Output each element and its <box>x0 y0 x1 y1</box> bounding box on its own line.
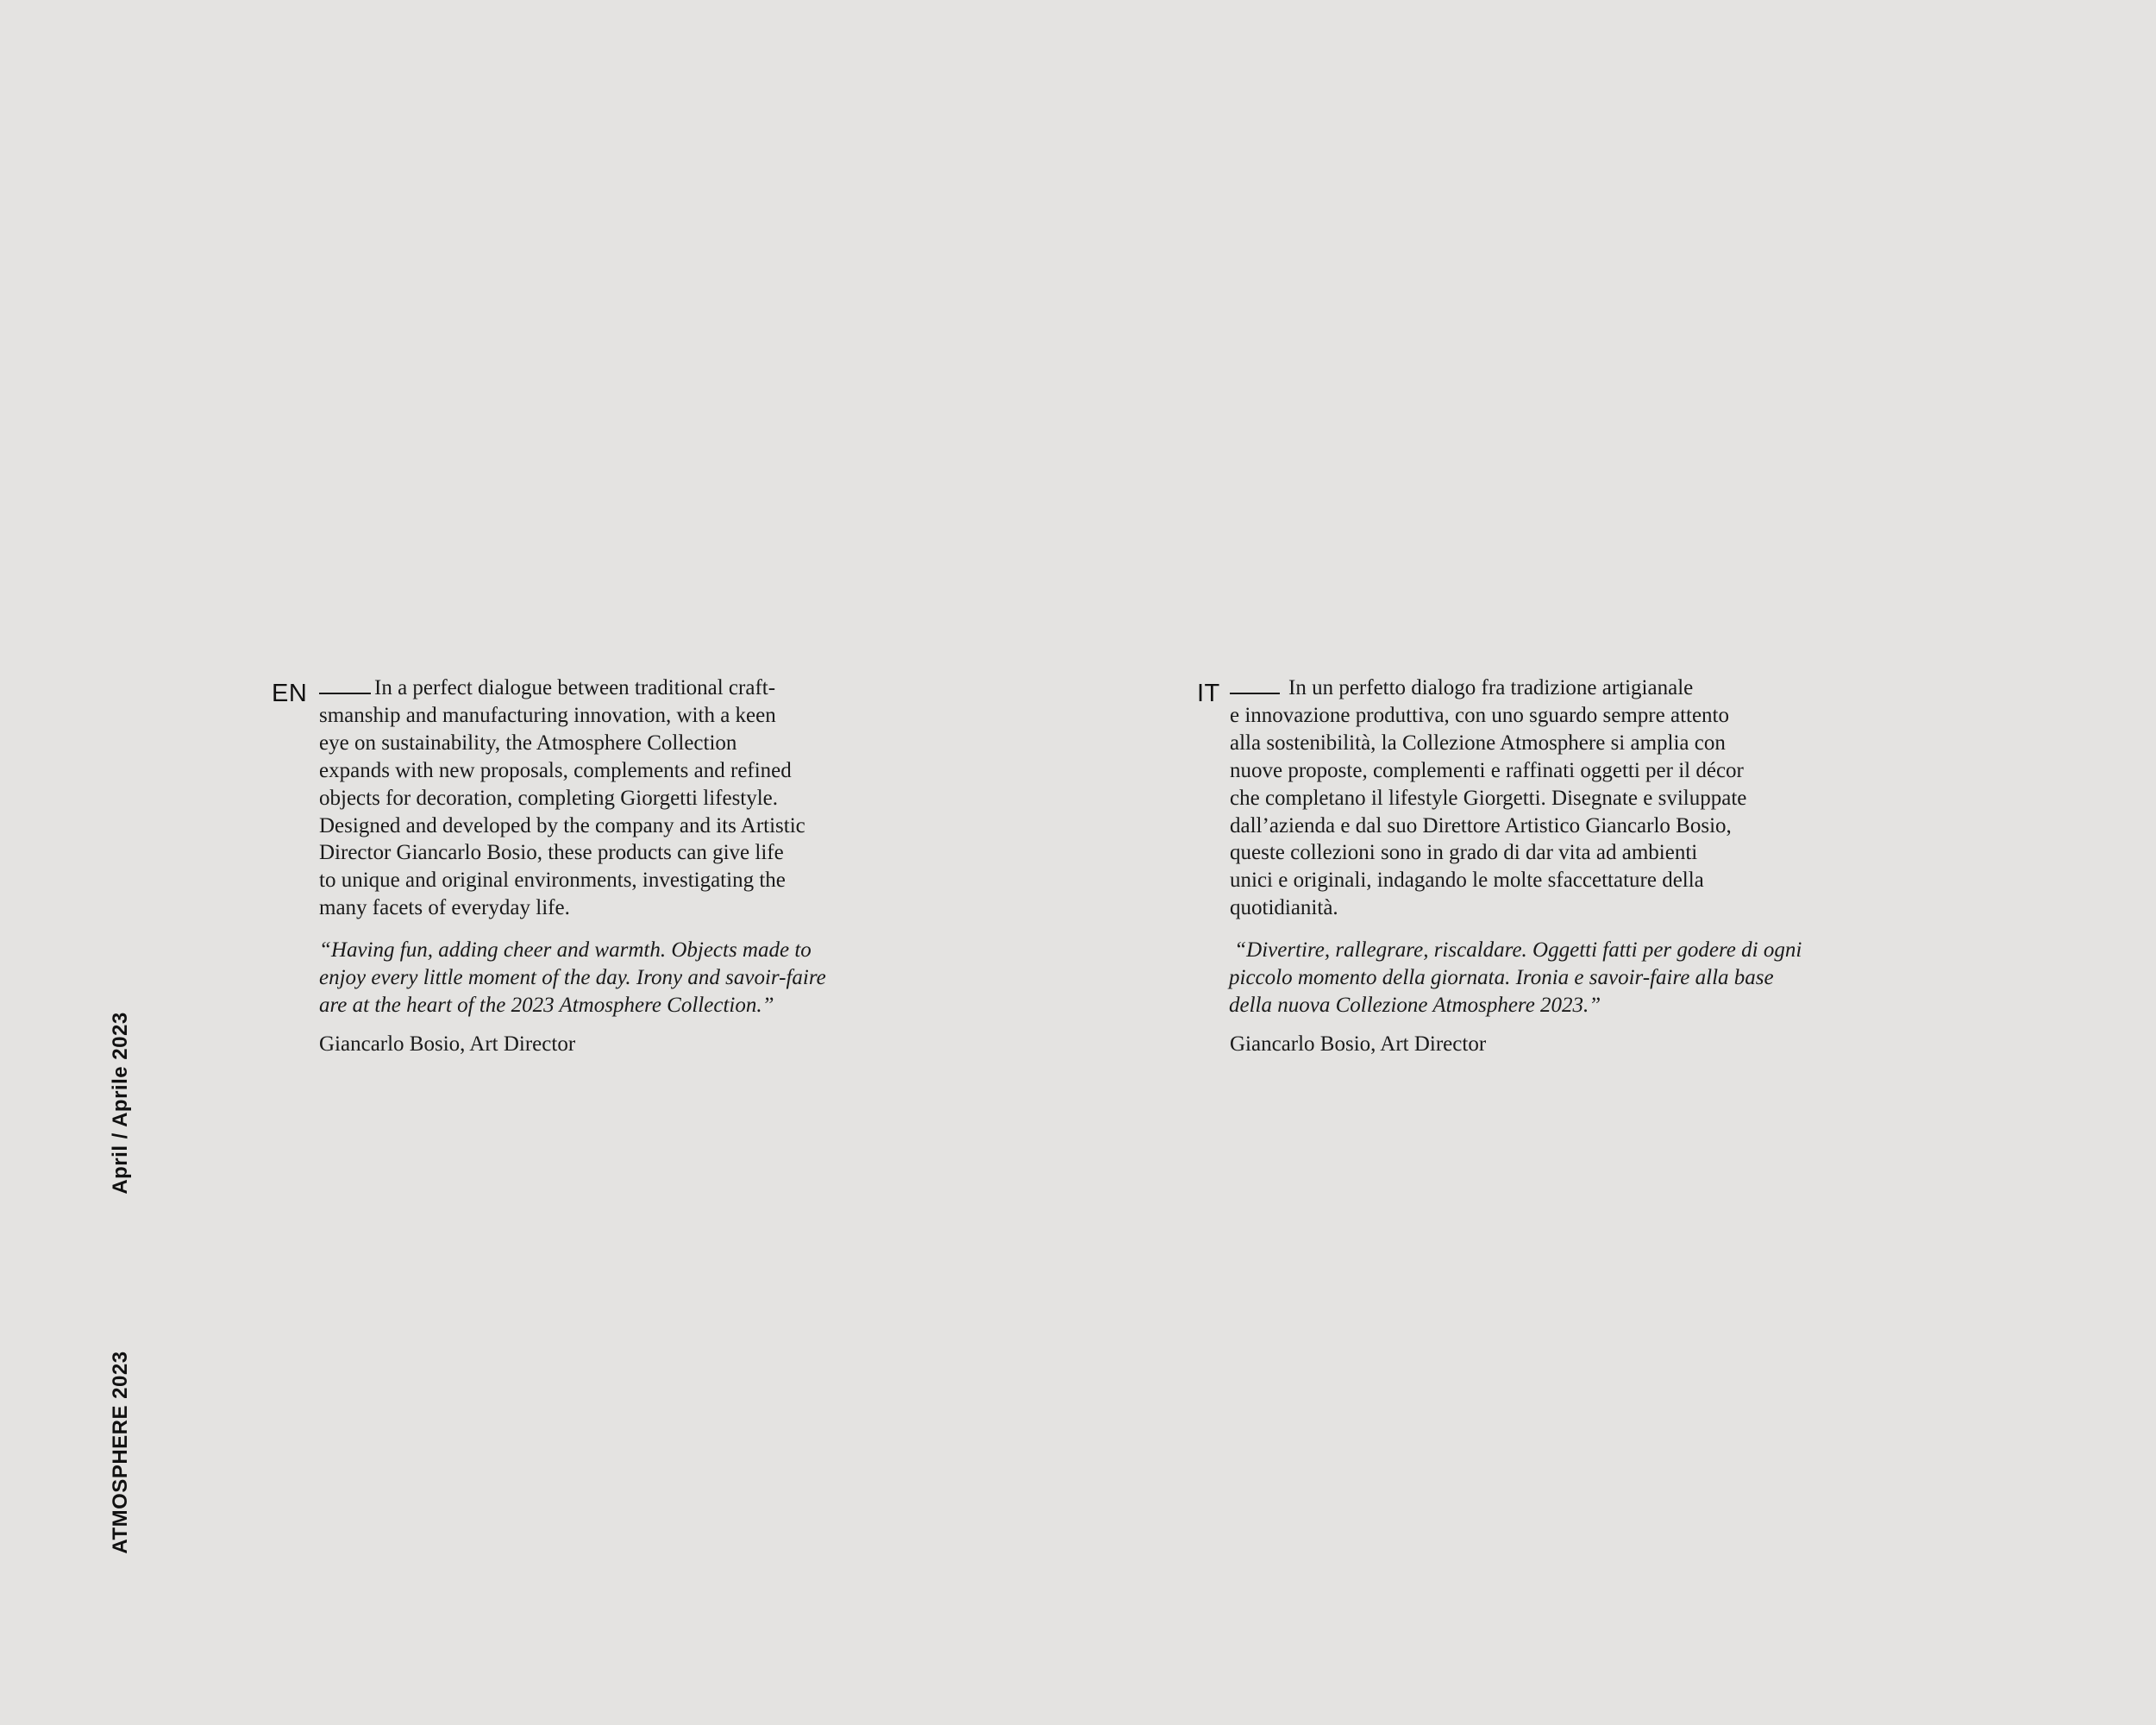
issue-date-label: April / Aprile 2023 <box>109 1012 132 1195</box>
language-code-it: IT <box>1197 680 1220 707</box>
english-body-paragraph <box>319 674 805 922</box>
italian-body-paragraph <box>1230 674 1746 922</box>
italian-signature: Giancarlo Bosio, Art Director <box>1230 1032 1487 1056</box>
dash-rule <box>319 693 371 694</box>
italian-body-text: In un perfetto dialogo fra tradizione artigianale e innovazione produttiva, con uno sguardo sempre attento alla sostenibilità, la Collezione Atmosphere si amplia con nuove proposte, complementi e raffinati oggetti per il décor che completano il lifestyle Giorgetti. Disegnate e sviluppate dall’azienda e dal suo Direttore Artistico Giancarlo Bosio, queste collezioni sono in grado di dar vita ad ambienti unici e originali, indagando le molte sfaccettature della quotidianità. <box>1230 676 1747 920</box>
english-quote: “Having fun, adding cheer and warmth. Objects made to enjoy every little moment of the day. Irony and savoir-faire are at the heart of the 2023 Atmosphere Collection.” <box>319 938 826 1017</box>
dash-rule <box>1230 693 1280 694</box>
language-code-en: EN <box>272 680 308 707</box>
english-body-text: In a perfect dialogue between traditional craft- smanship and manufacturing innovation, with a keen eye on sustainability, the Atmosphere Collection expands with new proposals, complements and refined objects for decoration, completing Giorgetti lifestyle. Designed and developed by the company and its Artistic Director Giancarlo Bosio, these products can give life to unique and original environments, investigating the many facets of everyday life. <box>319 676 805 920</box>
italian-quote: “Divertire, rallegrare, riscaldare. Oggetti fatti per godere di ogni piccolo momento della giornata. Ironia e savoir-faire alla base della nuova Collezione Atmosphere 2023.” <box>1229 938 1802 1017</box>
english-signature: Giancarlo Bosio, Art Director <box>319 1032 576 1056</box>
collection-title-label: ATMOSPHERE 2023 <box>109 1351 132 1554</box>
